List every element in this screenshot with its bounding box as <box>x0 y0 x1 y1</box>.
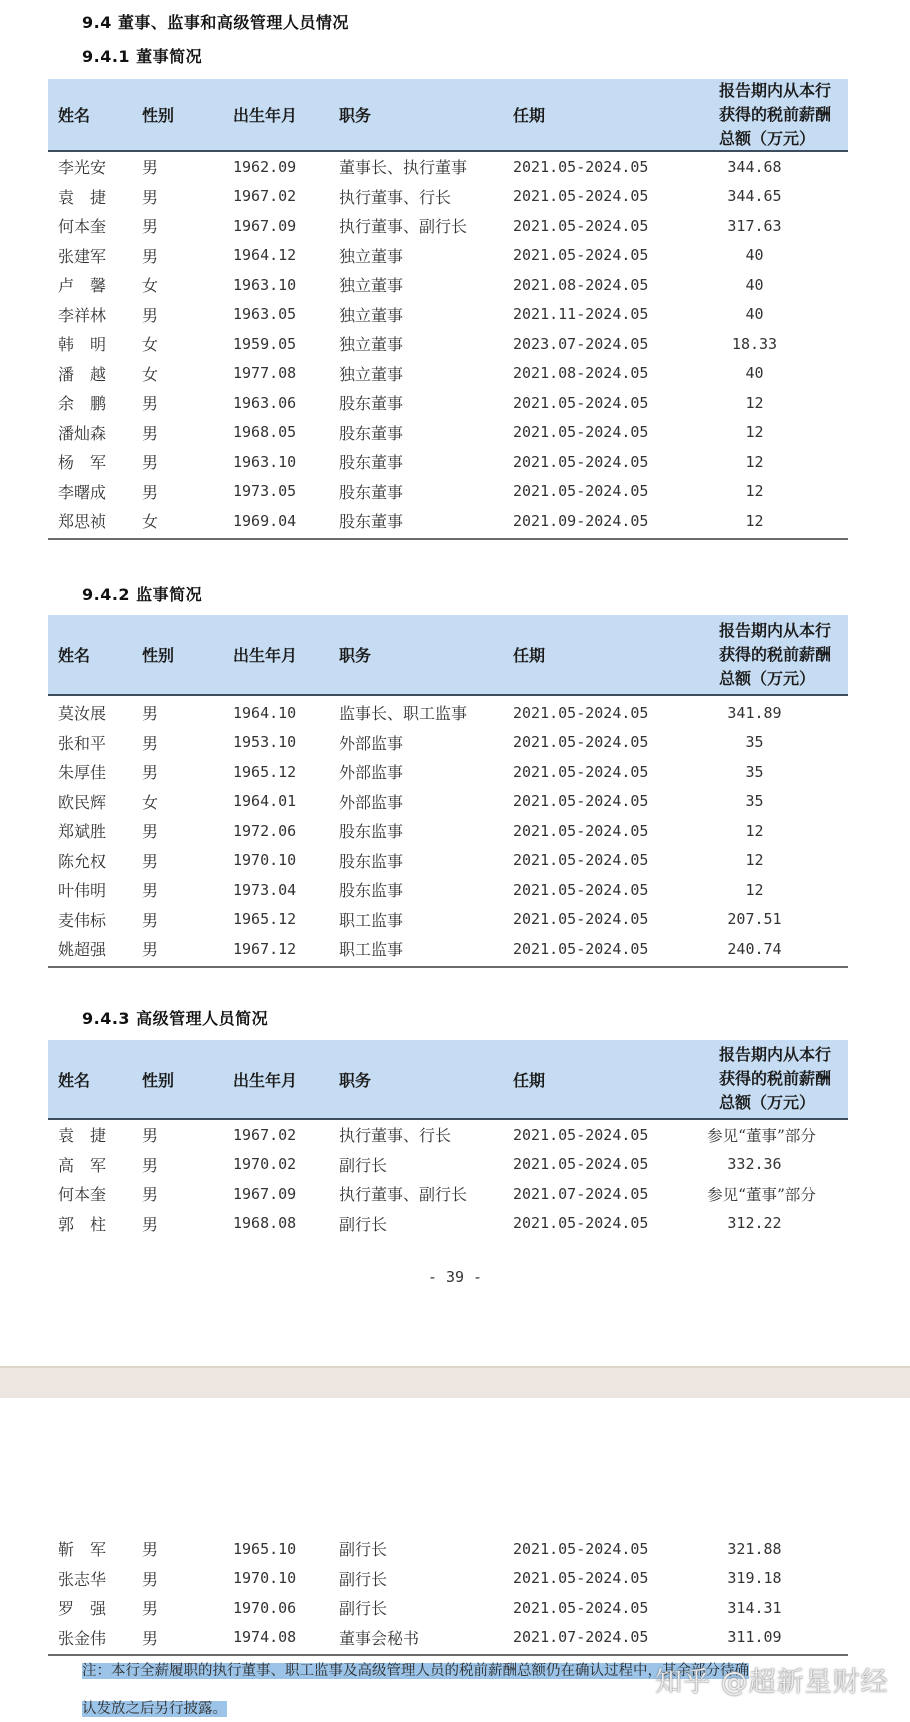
cell-pay: 12 <box>745 393 764 412</box>
directors-body <box>48 152 848 538</box>
cell-pay: 12 <box>745 821 764 840</box>
cell-pay: 344.68 <box>727 157 782 176</box>
cell-role: 董事会秘书 <box>339 1628 420 1648</box>
cell-birth: 1965.10 <box>233 1539 297 1558</box>
table-row <box>48 787 848 817</box>
cell-term: 2023.07-2024.05 <box>513 334 649 353</box>
cell-role: 股东董事 <box>339 423 404 443</box>
col-role: 职务 <box>339 1070 372 1090</box>
cell-role: 股东监事 <box>339 822 404 842</box>
senior-management-body-page2 <box>48 1534 848 1654</box>
cell-birth: 1970.06 <box>233 1598 297 1617</box>
table-row <box>48 270 848 300</box>
cell-term: 2021.05-2024.05 <box>513 733 649 752</box>
cell-term: 2021.07-2024.05 <box>513 1628 649 1647</box>
table-row <box>48 241 848 271</box>
page-break-divider <box>0 1366 910 1398</box>
cell-role: 外部监事 <box>339 733 404 753</box>
table-row <box>48 757 848 787</box>
cell-role: 独立董事 <box>339 335 404 355</box>
cell-birth: 1967.12 <box>233 939 297 958</box>
col-gender: 性别 <box>142 106 175 125</box>
cell-pay: 207.51 <box>727 910 782 929</box>
cell-gender: 女 <box>142 335 159 355</box>
table-row <box>48 388 848 418</box>
cell-name: 潘灿森 <box>58 423 107 443</box>
cell-role: 职工监事 <box>339 910 404 930</box>
cell-gender: 男 <box>142 733 159 753</box>
col-gender: 性别 <box>142 646 175 665</box>
cell-birth: 1969.04 <box>233 511 297 530</box>
cell-name: 潘 越 <box>58 364 107 384</box>
table-row <box>48 934 848 964</box>
cell-birth: 1968.08 <box>233 1214 297 1233</box>
cell-birth: 1968.05 <box>233 423 297 442</box>
senior-management-title: 9.4.3 高级管理人员简况 <box>82 1009 269 1028</box>
cell-term: 2021.08-2024.05 <box>513 275 649 294</box>
cell-pay: 18.33 <box>731 334 778 353</box>
cell-birth: 1953.10 <box>233 733 297 752</box>
cell-pay: 12 <box>745 880 764 899</box>
cell-pay: 314.31 <box>727 1598 782 1617</box>
footnote-line-2[interactable]: 认发放之后另行披露。 <box>82 1701 227 1717</box>
table-row <box>48 816 848 846</box>
cell-gender: 男 <box>142 851 159 871</box>
cell-term: 2021.05-2024.05 <box>513 1155 649 1174</box>
cell-gender: 女 <box>142 512 159 532</box>
cell-term: 2021.05-2024.05 <box>513 216 649 235</box>
cell-term: 2021.05-2024.05 <box>513 452 649 471</box>
cell-birth: 1967.02 <box>233 187 297 206</box>
cell-pay: 12 <box>745 482 764 501</box>
cell-name: 余 鹏 <box>58 394 107 414</box>
table-header <box>48 1040 848 1120</box>
cell-gender: 男 <box>142 1185 159 1205</box>
cell-name: 张志华 <box>58 1569 107 1589</box>
cell-pay: 240.74 <box>727 939 782 958</box>
cell-gender: 男 <box>142 763 159 783</box>
cell-gender: 男 <box>142 482 159 502</box>
cell-role: 股东董事 <box>339 512 404 532</box>
cell-pay: 344.65 <box>727 187 782 206</box>
col-pay: 报告期内从本行 获得的税前薪酬 总额（万元） <box>719 80 832 148</box>
col-name: 姓名 <box>58 106 91 125</box>
cell-name: 卢 馨 <box>58 276 107 296</box>
cell-birth: 1959.05 <box>233 334 297 353</box>
col-birth: 出生年月 <box>233 646 298 665</box>
cell-birth: 1967.09 <box>233 216 297 235</box>
cell-birth: 1967.09 <box>233 1184 297 1203</box>
cell-pay: 317.63 <box>727 216 782 235</box>
cell-name: 郑斌胜 <box>58 822 107 842</box>
cell-pay: 参见“董事”部分 <box>707 1126 816 1145</box>
cell-birth: 1970.10 <box>233 1569 297 1588</box>
cell-name: 韩 明 <box>58 335 107 355</box>
table-row <box>48 905 848 935</box>
cell-gender: 男 <box>142 704 159 724</box>
cell-gender: 男 <box>142 453 159 473</box>
cell-pay: 12 <box>745 423 764 442</box>
col-pay: 报告期内从本行 获得的税前薪酬 总额（万元） <box>719 620 832 688</box>
cell-role: 外部监事 <box>339 792 404 812</box>
cell-name: 郑思祯 <box>58 512 107 532</box>
cell-gender: 男 <box>142 423 159 443</box>
col-role: 职务 <box>339 106 372 125</box>
cell-pay: 40 <box>745 305 764 324</box>
cell-role: 独立董事 <box>339 364 404 384</box>
cell-gender: 男 <box>142 1214 159 1234</box>
cell-term: 2021.05-2024.05 <box>513 851 649 870</box>
cell-role: 执行董事、行长 <box>339 1126 452 1146</box>
table-row <box>48 875 848 905</box>
col-name: 姓名 <box>58 1070 91 1090</box>
cell-birth: 1964.01 <box>233 792 297 811</box>
table-row <box>48 1534 848 1564</box>
cell-birth: 1965.12 <box>233 910 297 929</box>
cell-birth: 1970.10 <box>233 851 297 870</box>
cell-role: 股东董事 <box>339 482 404 502</box>
cell-name: 郭 柱 <box>58 1214 107 1234</box>
cell-name: 姚超强 <box>58 940 107 960</box>
cell-pay: 参见“董事”部分 <box>707 1185 816 1204</box>
col-term: 任期 <box>513 1070 546 1090</box>
cell-birth: 1964.10 <box>233 703 297 722</box>
col-term: 任期 <box>513 646 546 665</box>
cell-name: 袁 捷 <box>58 1126 107 1146</box>
cell-birth: 1963.10 <box>233 275 297 294</box>
table-row <box>48 211 848 241</box>
table-row <box>48 1209 848 1239</box>
table-row <box>48 1120 848 1150</box>
cell-term: 2021.05-2024.05 <box>513 910 649 929</box>
cell-role: 副行长 <box>339 1155 388 1175</box>
cell-name: 杨 军 <box>58 453 107 473</box>
senior-management-body-page1 <box>48 1120 848 1238</box>
cell-gender: 男 <box>142 305 159 325</box>
cell-birth: 1974.08 <box>233 1628 297 1647</box>
cell-term: 2021.05-2024.05 <box>513 1598 649 1617</box>
cell-name: 张和平 <box>58 733 107 753</box>
cell-pay: 12 <box>745 452 764 471</box>
cell-term: 2021.05-2024.05 <box>513 1539 649 1558</box>
section-title: 9.4 董事、监事和高级管理人员情况 <box>82 13 349 32</box>
table-row <box>48 1623 848 1653</box>
cell-term: 2021.11-2024.05 <box>513 305 649 324</box>
cell-pay: 35 <box>745 792 764 811</box>
cell-name: 莫汝展 <box>58 704 107 724</box>
cell-name: 李曙成 <box>58 482 107 502</box>
cell-term: 2021.05-2024.05 <box>513 157 649 176</box>
cell-birth: 1973.05 <box>233 482 297 501</box>
table-row <box>48 698 848 728</box>
table-row <box>48 477 848 507</box>
cell-gender: 男 <box>142 217 159 237</box>
cell-gender: 男 <box>142 1569 159 1589</box>
cell-pay: 341.89 <box>727 703 782 722</box>
table-row <box>48 1593 848 1623</box>
cell-gender: 男 <box>142 822 159 842</box>
col-birth: 出生年月 <box>233 1070 298 1090</box>
col-role: 职务 <box>339 646 372 665</box>
table-row <box>48 1179 848 1209</box>
cell-role: 外部监事 <box>339 763 404 783</box>
cell-term: 2021.05-2024.05 <box>513 1214 649 1233</box>
cell-term: 2021.08-2024.05 <box>513 364 649 383</box>
cell-pay: 12 <box>745 851 764 870</box>
cell-name: 袁 捷 <box>58 187 107 207</box>
cell-name: 叶伟明 <box>58 881 107 901</box>
cell-role: 股东监事 <box>339 881 404 901</box>
table-row <box>48 846 848 876</box>
directors-title: 9.4.1 董事简况 <box>82 47 203 66</box>
cell-role: 副行长 <box>339 1599 388 1619</box>
cell-term: 2021.05-2024.05 <box>513 1569 649 1588</box>
cell-gender: 男 <box>142 246 159 266</box>
cell-gender: 女 <box>142 792 159 812</box>
cell-gender: 女 <box>142 276 159 296</box>
cell-term: 2021.05-2024.05 <box>513 423 649 442</box>
cell-name: 罗 强 <box>58 1599 107 1619</box>
cell-gender: 男 <box>142 187 159 207</box>
directors-table <box>48 79 848 540</box>
table-row <box>48 447 848 477</box>
col-pay: 报告期内从本行 获得的税前薪酬 总额（万元） <box>719 1045 832 1112</box>
cell-term: 2021.09-2024.05 <box>513 511 649 530</box>
cell-term: 2021.07-2024.05 <box>513 1184 649 1203</box>
cell-birth: 1962.09 <box>233 157 297 176</box>
cell-name: 欧民辉 <box>58 792 107 812</box>
cell-role: 股东监事 <box>339 851 404 871</box>
table-row <box>48 506 848 536</box>
cell-name: 张金伟 <box>58 1628 107 1648</box>
cell-birth: 1967.02 <box>233 1125 297 1144</box>
col-gender: 性别 <box>142 1070 175 1090</box>
cell-birth: 1970.02 <box>233 1155 297 1174</box>
cell-name: 何本奎 <box>58 1185 107 1205</box>
supervisors-table <box>48 615 848 968</box>
table-header <box>48 79 848 152</box>
cell-term: 2021.05-2024.05 <box>513 880 649 899</box>
cell-role: 董事长、执行董事 <box>339 158 468 178</box>
table-row <box>48 182 848 212</box>
cell-gender: 男 <box>142 881 159 901</box>
cell-gender: 女 <box>142 364 159 384</box>
cell-birth: 1977.08 <box>233 364 297 383</box>
cell-role: 股东董事 <box>339 453 404 473</box>
cell-term: 2021.05-2024.05 <box>513 703 649 722</box>
table-row <box>48 359 848 389</box>
cell-birth: 1965.12 <box>233 762 297 781</box>
footnote-line-1[interactable]: 注：本行全薪履职的执行董事、职工监事及高级管理人员的税前薪酬总额仍在确认过程中，其余部分待确 <box>82 1663 749 1679</box>
cell-term: 2021.05-2024.05 <box>513 482 649 501</box>
cell-pay: 311.09 <box>727 1628 782 1647</box>
cell-name: 高 军 <box>58 1155 107 1175</box>
cell-pay: 40 <box>745 364 764 383</box>
cell-name: 陈允权 <box>58 851 107 871</box>
table-row <box>48 1564 848 1594</box>
cell-name: 朱厚佳 <box>58 763 107 783</box>
cell-birth: 1963.05 <box>233 305 297 324</box>
cell-name: 何本奎 <box>58 217 107 237</box>
table-header <box>48 615 848 696</box>
cell-name: 麦伟标 <box>58 910 107 930</box>
cell-term: 2021.05-2024.05 <box>513 792 649 811</box>
cell-pay: 12 <box>745 511 764 530</box>
table-row <box>48 418 848 448</box>
cell-term: 2021.05-2024.05 <box>513 821 649 840</box>
cell-role: 职工监事 <box>339 940 404 960</box>
cell-name: 李光安 <box>58 158 107 178</box>
cell-pay: 40 <box>745 275 764 294</box>
cell-term: 2021.05-2024.05 <box>513 246 649 265</box>
cell-term: 2021.05-2024.05 <box>513 393 649 412</box>
cell-gender: 男 <box>142 1540 159 1560</box>
cell-birth: 1964.12 <box>233 246 297 265</box>
cell-birth: 1963.10 <box>233 452 297 471</box>
cell-term: 2021.05-2024.05 <box>513 939 649 958</box>
cell-birth: 1972.06 <box>233 821 297 840</box>
cell-role: 独立董事 <box>339 305 404 325</box>
cell-gender: 男 <box>142 940 159 960</box>
senior-management-table-continued <box>48 1534 848 1656</box>
col-term: 任期 <box>513 106 546 125</box>
cell-name: 靳 军 <box>58 1540 107 1560</box>
col-birth: 出生年月 <box>233 106 298 125</box>
senior-management-table <box>48 1040 848 1238</box>
cell-gender: 男 <box>142 1155 159 1175</box>
col-name: 姓名 <box>58 646 91 665</box>
cell-term: 2021.05-2024.05 <box>513 762 649 781</box>
table-row <box>48 152 848 182</box>
cell-pay: 319.18 <box>727 1569 782 1588</box>
cell-pay: 321.88 <box>727 1539 782 1558</box>
cell-birth: 1973.04 <box>233 880 297 899</box>
cell-role: 执行董事、副行长 <box>339 217 468 237</box>
cell-gender: 男 <box>142 910 159 930</box>
table-row <box>48 300 848 330</box>
cell-gender: 男 <box>142 158 159 178</box>
cell-pay: 35 <box>745 762 764 781</box>
cell-birth: 1963.06 <box>233 393 297 412</box>
cell-pay: 35 <box>745 733 764 752</box>
cell-pay: 40 <box>745 246 764 265</box>
cell-gender: 男 <box>142 1126 159 1146</box>
cell-role: 副行长 <box>339 1214 388 1234</box>
cell-role: 副行长 <box>339 1540 388 1560</box>
cell-role: 执行董事、副行长 <box>339 1185 468 1205</box>
watermark: 知乎 @超新星财经 <box>655 1667 889 1698</box>
cell-term: 2021.05-2024.05 <box>513 187 649 206</box>
cell-gender: 男 <box>142 394 159 414</box>
cell-pay: 312.22 <box>727 1214 782 1233</box>
cell-gender: 男 <box>142 1628 159 1648</box>
cell-role: 执行董事、行长 <box>339 187 452 207</box>
cell-role: 独立董事 <box>339 246 404 266</box>
supervisors-body <box>48 696 848 966</box>
cell-pay: 332.36 <box>727 1155 782 1174</box>
cell-role: 监事长、职工监事 <box>339 704 468 724</box>
cell-role: 副行长 <box>339 1569 388 1589</box>
cell-role: 独立董事 <box>339 276 404 296</box>
cell-role: 股东董事 <box>339 394 404 414</box>
table-row <box>48 1150 848 1180</box>
supervisors-title: 9.4.2 监事简况 <box>82 585 203 604</box>
cell-name: 李祥林 <box>58 305 107 325</box>
cell-name: 张建军 <box>58 246 107 266</box>
table-row <box>48 728 848 758</box>
cell-term: 2021.05-2024.05 <box>513 1125 649 1144</box>
cell-gender: 男 <box>142 1599 159 1619</box>
table-row <box>48 329 848 359</box>
page-number: - 39 - <box>427 1268 483 1286</box>
